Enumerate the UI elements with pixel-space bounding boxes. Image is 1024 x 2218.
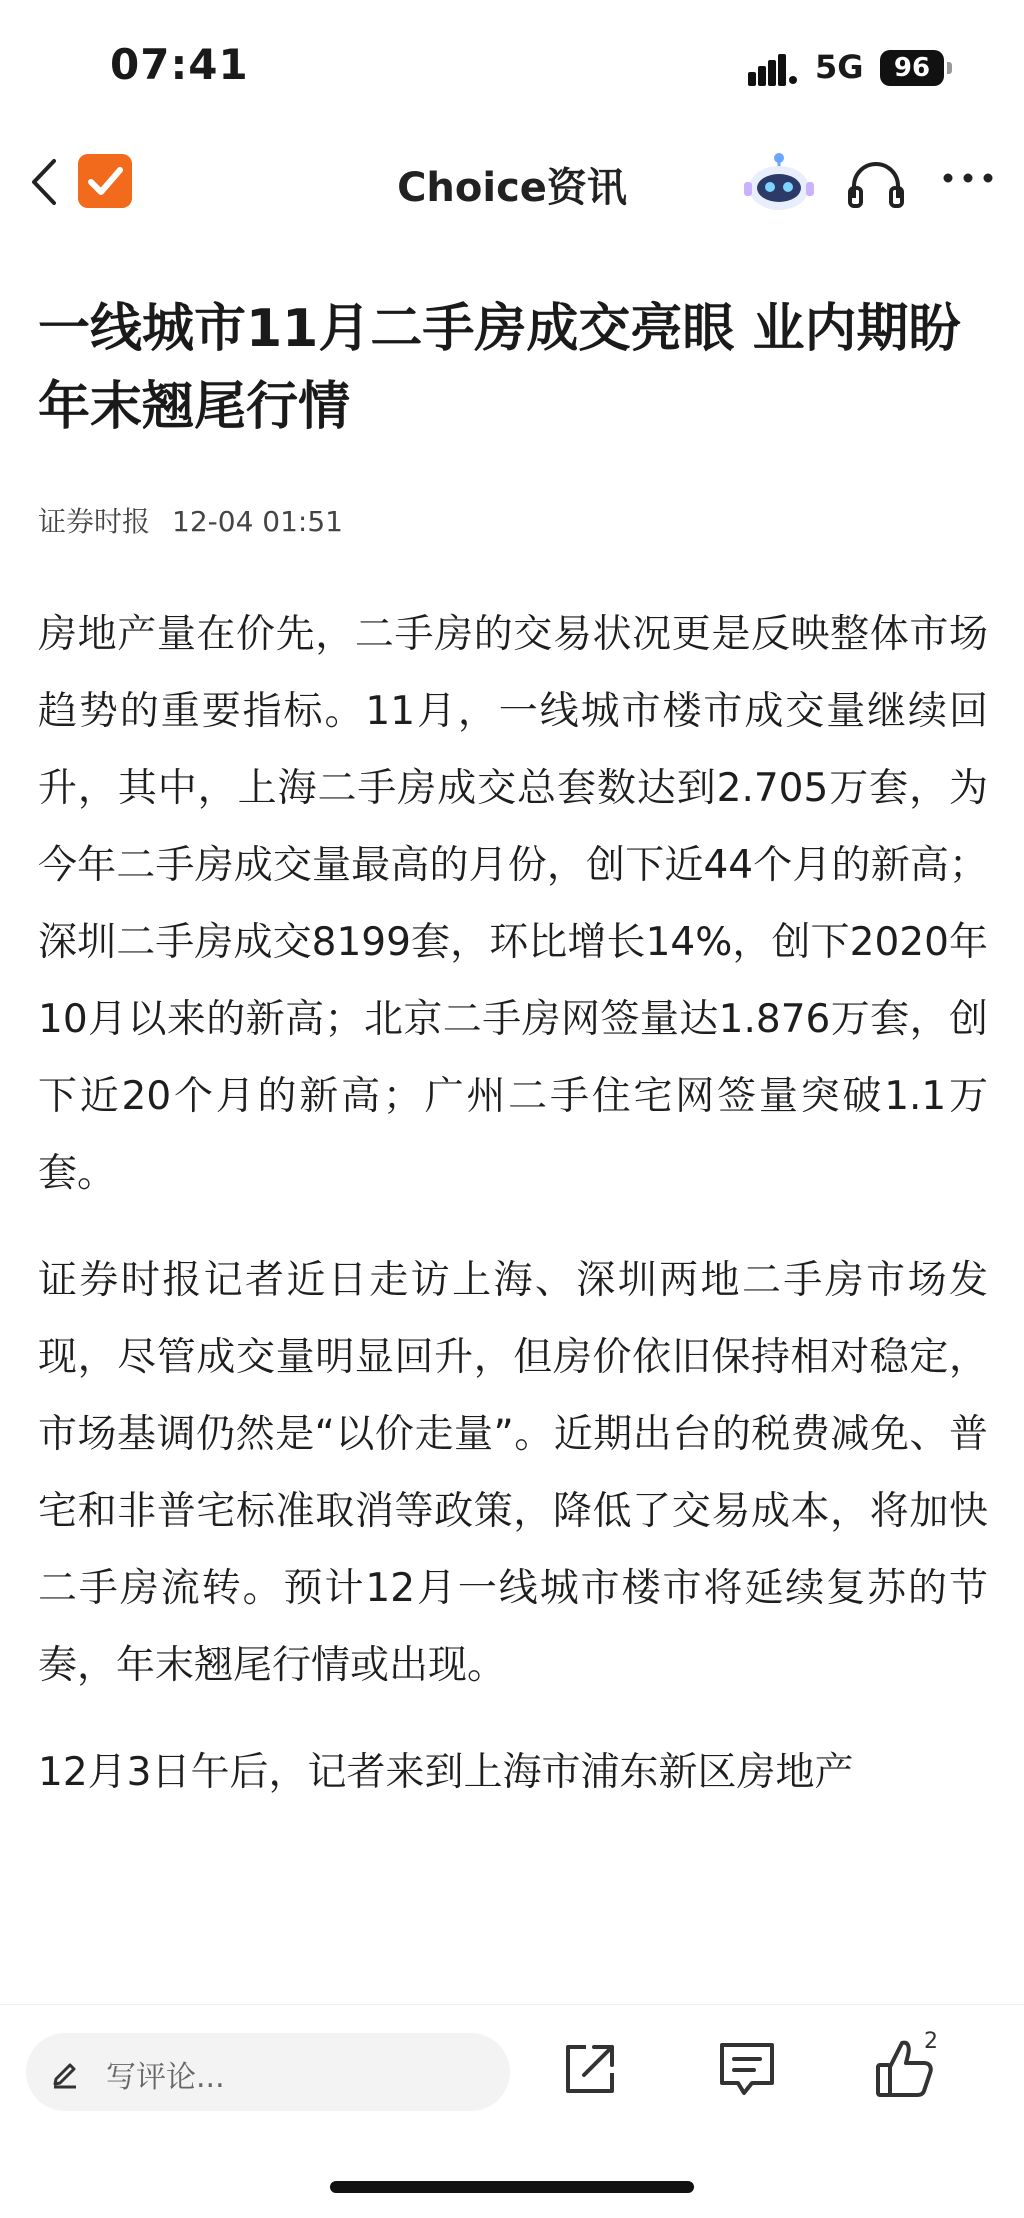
pen-icon xyxy=(48,2055,82,2089)
bottom-action-bar xyxy=(0,2004,1024,2218)
article-source[interactable]: 证券时报 xyxy=(38,505,151,538)
nav-bar xyxy=(0,130,1024,230)
comment-icon[interactable] xyxy=(716,2039,778,2099)
battery-tip xyxy=(947,62,952,74)
article-paragraph: 房地产量在价先，二手房的交易状况更是反映整体市场趋势的重要指标。11月，一线城市楼市成交量继续回升，其中，上海二手房成交总套数达到2.705万套，为今年二手房成交量最高的月份，创下近44个月的新高；深圳二手房成交8199套，环比增长14%，创下2020年10月以来的新高；北京二手房网签量达1.876万套，创下近20个月的新高；广州二手住宅网签量突破1.1万套。 xyxy=(38,612,988,1196)
article-meta xyxy=(38,500,988,540)
comment-placeholder: 写评论... xyxy=(106,2060,225,2095)
share-icon[interactable] xyxy=(560,2039,620,2099)
article-title: 一线城市11月二手房成交亮眼 业内期盼年末翘尾行情 xyxy=(38,299,961,437)
headphone-icon[interactable] xyxy=(846,158,906,208)
like-count: 2 xyxy=(924,2029,938,2054)
article-paragraph: 12月3日午后，记者来到上海市浦东新区房地产 xyxy=(38,1750,854,1795)
status-bar xyxy=(0,0,1024,130)
more-icon[interactable] xyxy=(940,168,996,188)
comment-input[interactable] xyxy=(26,2033,510,2111)
battery-level: 96 xyxy=(880,50,944,86)
article-paragraph: 证券时报记者近日走访上海、深圳两地二手房市场发现，尽管成交量明显回升，但房价依旧保持相对稳定，市场基调仍然是“以价走量”。近期出台的税费减免、普宅和非普宅标准取消等政策，降低了交易成本，将加快二手房流转。预计12月一线城市楼市将延续复苏的节奏，年末翘尾行情或出现。 xyxy=(38,1258,988,1688)
article xyxy=(38,290,988,1841)
robot-assistant-icon[interactable] xyxy=(742,150,816,214)
network-label: 5G xyxy=(815,48,864,86)
battery-icon xyxy=(880,50,952,86)
status-time: 07:41 xyxy=(110,40,249,89)
page-title: Choice资讯 xyxy=(397,165,627,211)
home-indicator[interactable] xyxy=(330,2181,694,2193)
article-datetime: 12-04 01:51 xyxy=(172,505,343,538)
signal-icon xyxy=(748,52,798,86)
article-body xyxy=(38,596,988,1811)
